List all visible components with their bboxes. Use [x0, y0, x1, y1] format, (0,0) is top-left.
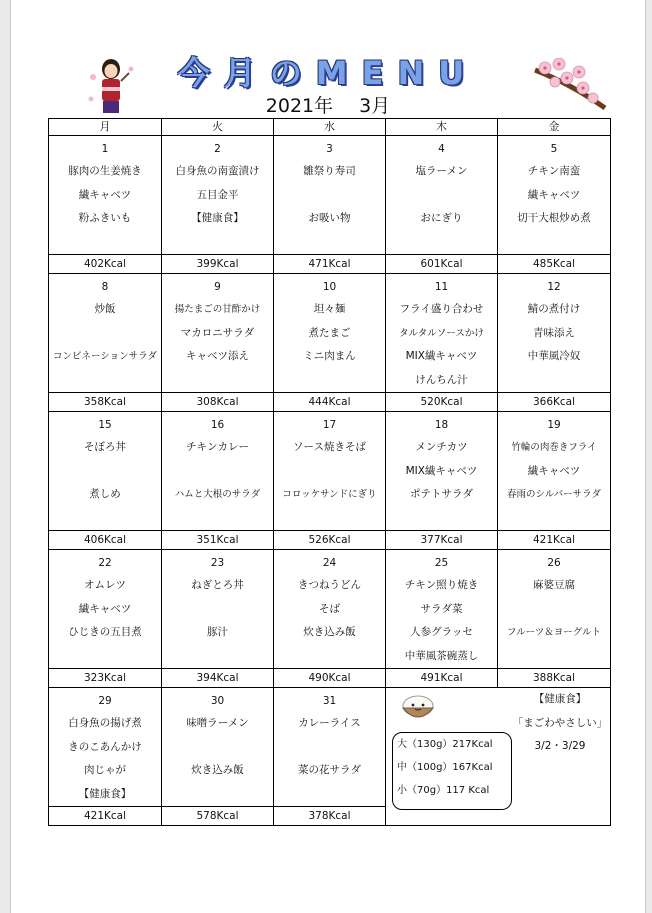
kcal-value: 377Kcal — [386, 531, 498, 550]
menu-item — [49, 369, 161, 393]
week-row — [49, 412, 611, 531]
menu-item — [274, 645, 385, 669]
weekday-fri: 金 — [498, 119, 611, 136]
day-cell — [386, 412, 498, 531]
menu-item: サラダ菜 — [420, 602, 463, 615]
menu-item: ねぎとろ丼 — [191, 579, 244, 591]
menu-item: おにぎり — [420, 212, 463, 224]
menu-item: チキンカレー — [186, 441, 249, 453]
day-number: 8 — [101, 281, 109, 293]
day-cell — [498, 136, 611, 255]
menu-item: ひじきの五目煮 — [68, 626, 142, 638]
menu-item — [49, 507, 161, 531]
menu-item: 中華風茶碗蒸し — [404, 649, 479, 662]
menu-item: 麻婆豆腐 — [533, 579, 575, 591]
menu-item — [49, 322, 161, 346]
day-cell — [49, 136, 162, 255]
day-cell — [386, 136, 498, 255]
rice-portion-small: 小（70g）117 Kcal — [397, 785, 490, 796]
menu-item: 竹輪の肉巻きフライ — [511, 442, 597, 453]
menu-item — [274, 736, 385, 760]
menu-item: 揚たまごの甘酢かけ — [174, 304, 261, 315]
menu-item — [162, 598, 273, 622]
kcal-value: 490Kcal — [274, 669, 386, 688]
kcal-value: 399Kcal — [162, 255, 274, 274]
kcal-value: 308Kcal — [162, 393, 274, 412]
menu-item — [49, 460, 161, 484]
menu-item: メンチカツ — [415, 441, 468, 453]
rice-portion-medium: 中（100g）167Kcal — [397, 762, 493, 773]
day-cell — [274, 688, 386, 807]
menu-item — [274, 460, 385, 484]
day-number: 15 — [98, 419, 112, 431]
menu-item: 炊き込み飯 — [191, 764, 244, 776]
kcal-value: 366Kcal — [498, 393, 611, 412]
kcal-value: 378Kcal — [274, 807, 386, 826]
menu-item — [386, 231, 497, 255]
menu-item: 豚汁 — [207, 626, 228, 638]
menu-item: フライ盛り合わせ — [399, 303, 484, 315]
day-cell — [274, 412, 386, 531]
day-cell — [274, 136, 386, 255]
menu-item: 春雨のシルバーサラダ — [506, 489, 601, 500]
menu-item — [274, 369, 385, 393]
menu-item: そぼろ丼 — [84, 441, 126, 453]
menu-item: チキン南蛮 — [527, 165, 581, 177]
page-title: 今月のMENU — [177, 54, 479, 92]
kcal-value: 358Kcal — [49, 393, 162, 412]
menu-item: 五目金平 — [196, 188, 239, 201]
day-number: 4 — [438, 143, 445, 155]
menu-item — [274, 507, 385, 531]
menu-item: 煮たまご — [308, 326, 351, 339]
kcal-value: 406Kcal — [49, 531, 162, 550]
day-cell — [274, 274, 386, 393]
rice-portion-bubble — [392, 732, 512, 810]
menu-item — [386, 184, 497, 208]
day-number: 25 — [434, 557, 449, 569]
day-cell — [49, 412, 162, 531]
kcal-row — [49, 669, 611, 688]
menu-item: 白身魚の揚げ煮 — [68, 717, 142, 729]
weekday-wed: 水 — [274, 119, 386, 136]
rice-bowl-icon — [400, 694, 436, 724]
menu-item: 【健康食】 — [191, 212, 244, 224]
day-cell — [49, 688, 162, 807]
menu-item: そば — [319, 602, 340, 615]
menu-item: 繊キャベツ — [527, 464, 581, 477]
day-cell — [162, 550, 274, 669]
menu-item: 青味添え — [533, 326, 575, 339]
weekday-thu: 木 — [386, 119, 498, 136]
kcal-value: 323Kcal — [49, 669, 162, 688]
day-number: 24 — [322, 557, 337, 569]
menu-item — [274, 231, 385, 255]
day-number: 16 — [210, 419, 225, 431]
menu-item: ミニ肉まん — [303, 350, 356, 362]
menu-item — [49, 645, 161, 669]
day-number: 22 — [98, 557, 112, 569]
menu-item: 【健康食】 — [78, 787, 132, 800]
menu-item: MIX繊キャベツ — [405, 464, 478, 477]
health-note-heading: 【健康食】 — [533, 693, 587, 705]
menu-item: マカロニサラダ — [180, 326, 255, 339]
day-number: 9 — [214, 281, 221, 293]
kcal-value: 471Kcal — [274, 255, 386, 274]
menu-item: カレーライス — [298, 717, 361, 729]
weekday-header-row — [49, 119, 611, 136]
day-cell — [386, 274, 498, 393]
menu-item: オムレツ — [84, 579, 126, 591]
day-cell — [162, 274, 274, 393]
menu-item: きつねうどん — [298, 579, 361, 591]
menu-item: 煮しめ — [89, 488, 121, 500]
menu-item: キャベツ添え — [186, 350, 249, 362]
day-cell — [274, 550, 386, 669]
menu-calendar-table — [48, 118, 611, 826]
menu-item: コロッケサンドにぎり — [282, 489, 377, 500]
day-number: 10 — [322, 281, 337, 293]
day-number: 26 — [547, 557, 561, 569]
day-cell — [386, 550, 498, 669]
day-cell — [49, 274, 162, 393]
menu-item — [498, 598, 610, 622]
menu-item: 肉じゃが — [84, 764, 126, 776]
weekday-tue: 火 — [162, 119, 274, 136]
week-row — [49, 688, 611, 807]
menu-item: ハムと大根のサラダ — [174, 489, 261, 500]
menu-item: お吸い物 — [308, 212, 351, 224]
menu-item: 繊キャベツ — [527, 188, 581, 201]
menu-item: フルーツ＆ヨーグルト — [507, 627, 601, 638]
day-number: 30 — [210, 695, 225, 707]
day-number: 29 — [98, 695, 112, 707]
day-number: 1 — [101, 143, 109, 155]
kcal-value: 421Kcal — [498, 531, 611, 550]
week-row — [49, 274, 611, 393]
menu-item — [162, 231, 273, 255]
menu-item — [162, 507, 273, 531]
day-cell — [498, 274, 611, 393]
day-number: 18 — [434, 419, 449, 431]
day-cell — [162, 136, 274, 255]
menu-item: 豚肉の生姜焼き — [68, 165, 142, 177]
health-note-cell — [386, 688, 611, 826]
kcal-value: 444Kcal — [274, 393, 386, 412]
menu-item: MIX繊キャベツ — [405, 350, 478, 362]
menu-item — [274, 783, 385, 807]
day-cell — [162, 412, 274, 531]
menu-item: ソース焼きそば — [293, 441, 366, 453]
menu-item — [162, 783, 273, 807]
menu-item: チキン照り焼き — [404, 579, 479, 591]
day-cell — [49, 550, 162, 669]
day-cell — [498, 412, 611, 531]
weekday-mon: 月 — [49, 119, 162, 136]
health-note-dates: 3/2・3/29 — [534, 740, 586, 752]
menu-item — [498, 645, 610, 669]
day-cell — [162, 688, 274, 807]
kcal-value: 491Kcal — [386, 669, 498, 688]
day-number: 23 — [210, 557, 225, 569]
menu-item: 繊キャベツ — [78, 602, 132, 615]
menu-item — [49, 231, 161, 255]
menu-item: 雛祭り寿司 — [303, 165, 356, 177]
menu-item: 坦々麺 — [313, 303, 346, 315]
rice-portion-large: 大（130g）217Kcal — [397, 739, 493, 750]
kcal-value: 351Kcal — [162, 531, 274, 550]
health-note-text — [510, 688, 610, 759]
health-note-name: 「まごわやさしい」 — [512, 716, 608, 729]
kcal-value: 485Kcal — [498, 255, 611, 274]
menu-item: 鯖の煮付け — [527, 303, 581, 315]
menu-item: 菜の花サラダ — [298, 764, 361, 776]
menu-item — [162, 736, 273, 760]
kcal-row — [49, 255, 611, 274]
menu-item: 人参グラッセ — [410, 626, 473, 638]
month-text: 3月 — [359, 95, 391, 117]
menu-item: 粉ふきいも — [78, 212, 132, 224]
kcal-value: 394Kcal — [162, 669, 274, 688]
menu-item: 切干大根炒め煮 — [517, 212, 591, 224]
menu-item — [498, 231, 610, 255]
week-row — [49, 136, 611, 255]
kcal-value: 520Kcal — [386, 393, 498, 412]
menu-item: タルタルソースかけ — [399, 327, 484, 339]
day-number: 12 — [547, 281, 561, 293]
kcal-row — [49, 531, 611, 550]
kcal-value: 578Kcal — [162, 807, 274, 826]
kcal-value: 402Kcal — [49, 255, 162, 274]
day-number: 2 — [214, 143, 221, 155]
menu-item — [274, 184, 385, 208]
day-number: 19 — [547, 419, 561, 431]
menu-item: 炊き込み飯 — [303, 626, 356, 638]
month-label — [11, 91, 645, 118]
menu-item: コンビネーションサラダ — [52, 351, 158, 362]
day-number: 3 — [326, 143, 333, 155]
kcal-value: 601Kcal — [386, 255, 498, 274]
day-number: 31 — [322, 695, 337, 707]
day-number: 11 — [434, 281, 449, 293]
kcal-value: 421Kcal — [49, 807, 162, 826]
menu-item: 中華風冷奴 — [527, 350, 581, 362]
day-cell — [498, 550, 611, 669]
menu-item — [162, 369, 273, 393]
day-number: 17 — [322, 419, 337, 431]
menu-item: 塩ラーメン — [415, 165, 468, 177]
menu-item — [162, 645, 273, 669]
kcal-row — [49, 393, 611, 412]
menu-item — [498, 369, 610, 393]
menu-item — [498, 507, 610, 531]
menu-item: 炒飯 — [94, 303, 116, 315]
menu-item: けんちん汁 — [415, 373, 468, 386]
menu-item: ポテトサラダ — [410, 488, 473, 500]
menu-item: 白身魚の南蛮漬け — [175, 165, 260, 177]
menu-item: 味噌ラーメン — [186, 717, 249, 729]
week-row — [49, 550, 611, 669]
menu-item — [386, 507, 497, 531]
menu-item: 繊キャベツ — [78, 188, 132, 201]
kcal-value: 388Kcal — [498, 669, 611, 688]
menu-item: きのこあんかけ — [68, 740, 142, 753]
menu-item — [162, 460, 273, 484]
year-text: 2021年 — [265, 95, 334, 117]
kcal-value: 526Kcal — [274, 531, 386, 550]
day-number: 5 — [550, 143, 558, 155]
